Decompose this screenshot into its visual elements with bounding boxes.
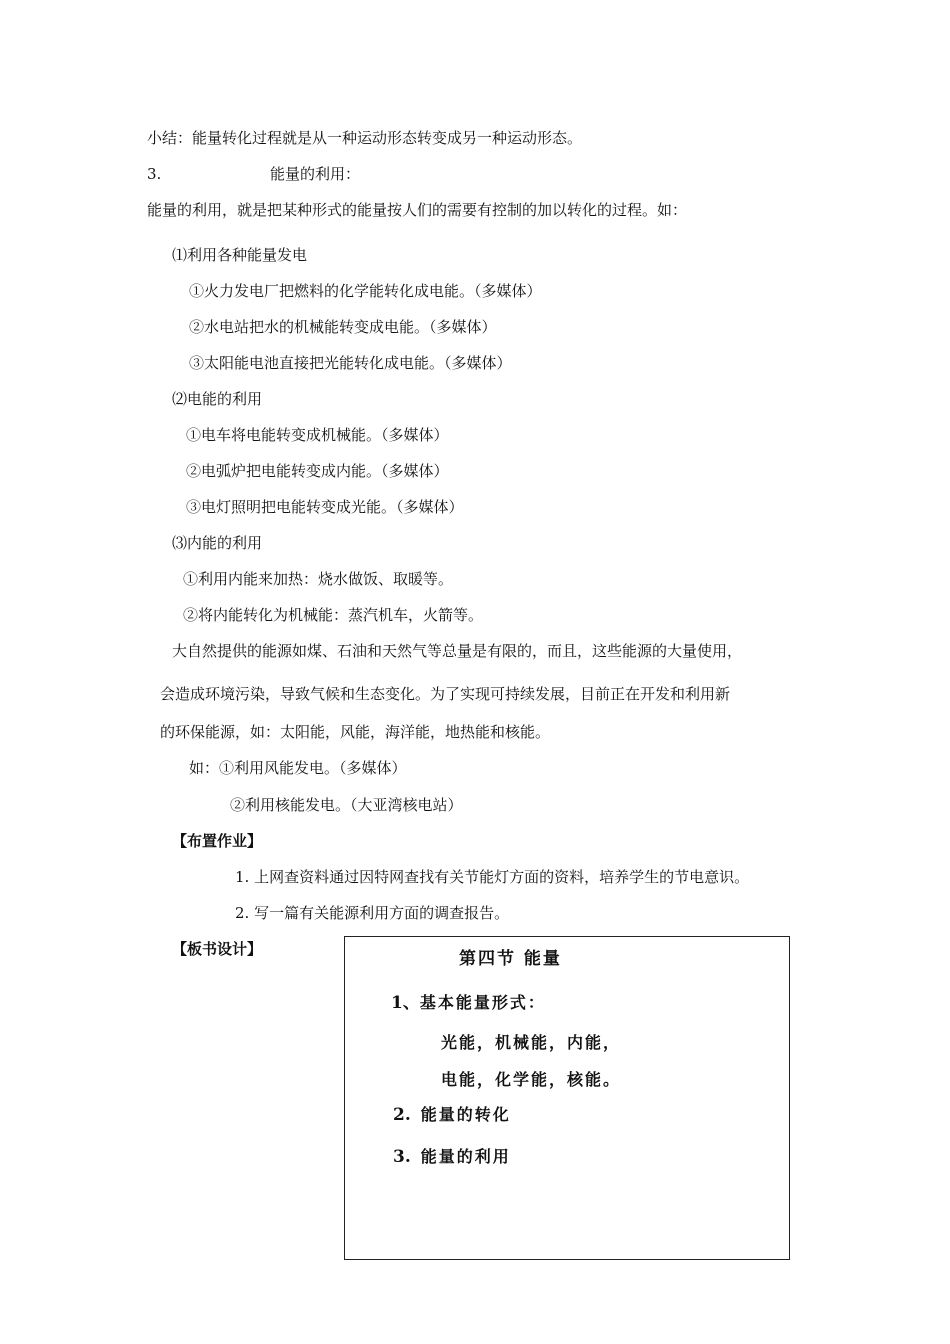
group-3-item: ②将内能转化为机械能：蒸汽机车，火箭等。 [183,606,484,624]
section-3-title: 能量的利用： [270,165,361,183]
example-line: 如：①利用风能发电。（多媒体） [189,759,407,777]
board-item-2-number: 2. [393,1105,411,1125]
homework-heading: 【布置作业】 [172,832,263,850]
group-2-item: ②电弧炉把电能转变成内能。（多媒体） [186,462,449,480]
paragraph-line: 大自然提供的能源如煤、石油和天然气等总量是有限的，而且，这些能源的大量使用， [172,642,743,660]
group-2-title: ⑵电能的利用 [172,390,263,408]
summary-line: 小结：能量转化过程就是从一种运动形态转变成另一种运动形态。 [147,129,583,147]
intro-line: 能量的利用，就是把某种形式的能量按人们的需要有控制的加以转化的过程。如： [147,201,688,219]
board-item-1-text: 基本能量形式： [419,993,546,1012]
paragraph-line: 的环保能源，如：太阳能，风能，海洋能，地热能和核能。 [160,723,551,741]
group-3-item: ①利用内能来加热：烧水做饭、取暖等。 [183,570,454,588]
board-item-3 [393,1147,511,1167]
board-item-3-text: 能量的利用 [420,1147,511,1166]
group-2-item: ③电灯照明把电能转变成光能。（多媒体） [186,498,464,516]
homework-item: 2. 写一篇有关能源利用方面的调查报告。 [235,904,510,922]
group-1-item: ①火力发电厂把燃料的化学能转化成电能。（多媒体） [189,282,542,300]
section-3-number: 3. [147,165,162,183]
board-forms-line: 光能，机械能，内能， [441,1033,622,1052]
group-1-title: ⑴利用各种能量发电 [172,246,308,264]
group-1-item: ②水电站把水的机械能转变成电能。（多媒体） [189,318,497,336]
board-item-2-text: 能量的转化 [420,1105,511,1124]
group-3-title: ⑶内能的利用 [172,534,263,552]
group-2-item: ①电车将电能转变成机械能。（多媒体） [186,426,449,444]
example-line: ②利用核能发电。（大亚湾核电站） [230,796,463,814]
board-heading: 【板书设计】 [172,940,263,958]
board-item-2 [393,1105,511,1125]
board-item-3-number: 3. [393,1147,411,1167]
group-1-item: ③太阳能电池直接把光能转化成电能。（多媒体） [189,354,512,372]
board-item-1 [391,993,546,1013]
homework-item: 1. 上网查资料通过因特网查找有关节能灯方面的资料，培养学生的节电意识。 [235,868,750,886]
board-forms-line: 电能，化学能，核能。 [441,1070,622,1089]
board-item-1-number: 1、 [391,993,420,1013]
blackboard-design-box [344,936,790,1260]
board-title: 第四节 能量 [459,949,562,969]
paragraph-line: 会造成环境污染，导致气候和生态变化。为了实现可持续发展，目前正在开发和利用新 [160,685,731,703]
